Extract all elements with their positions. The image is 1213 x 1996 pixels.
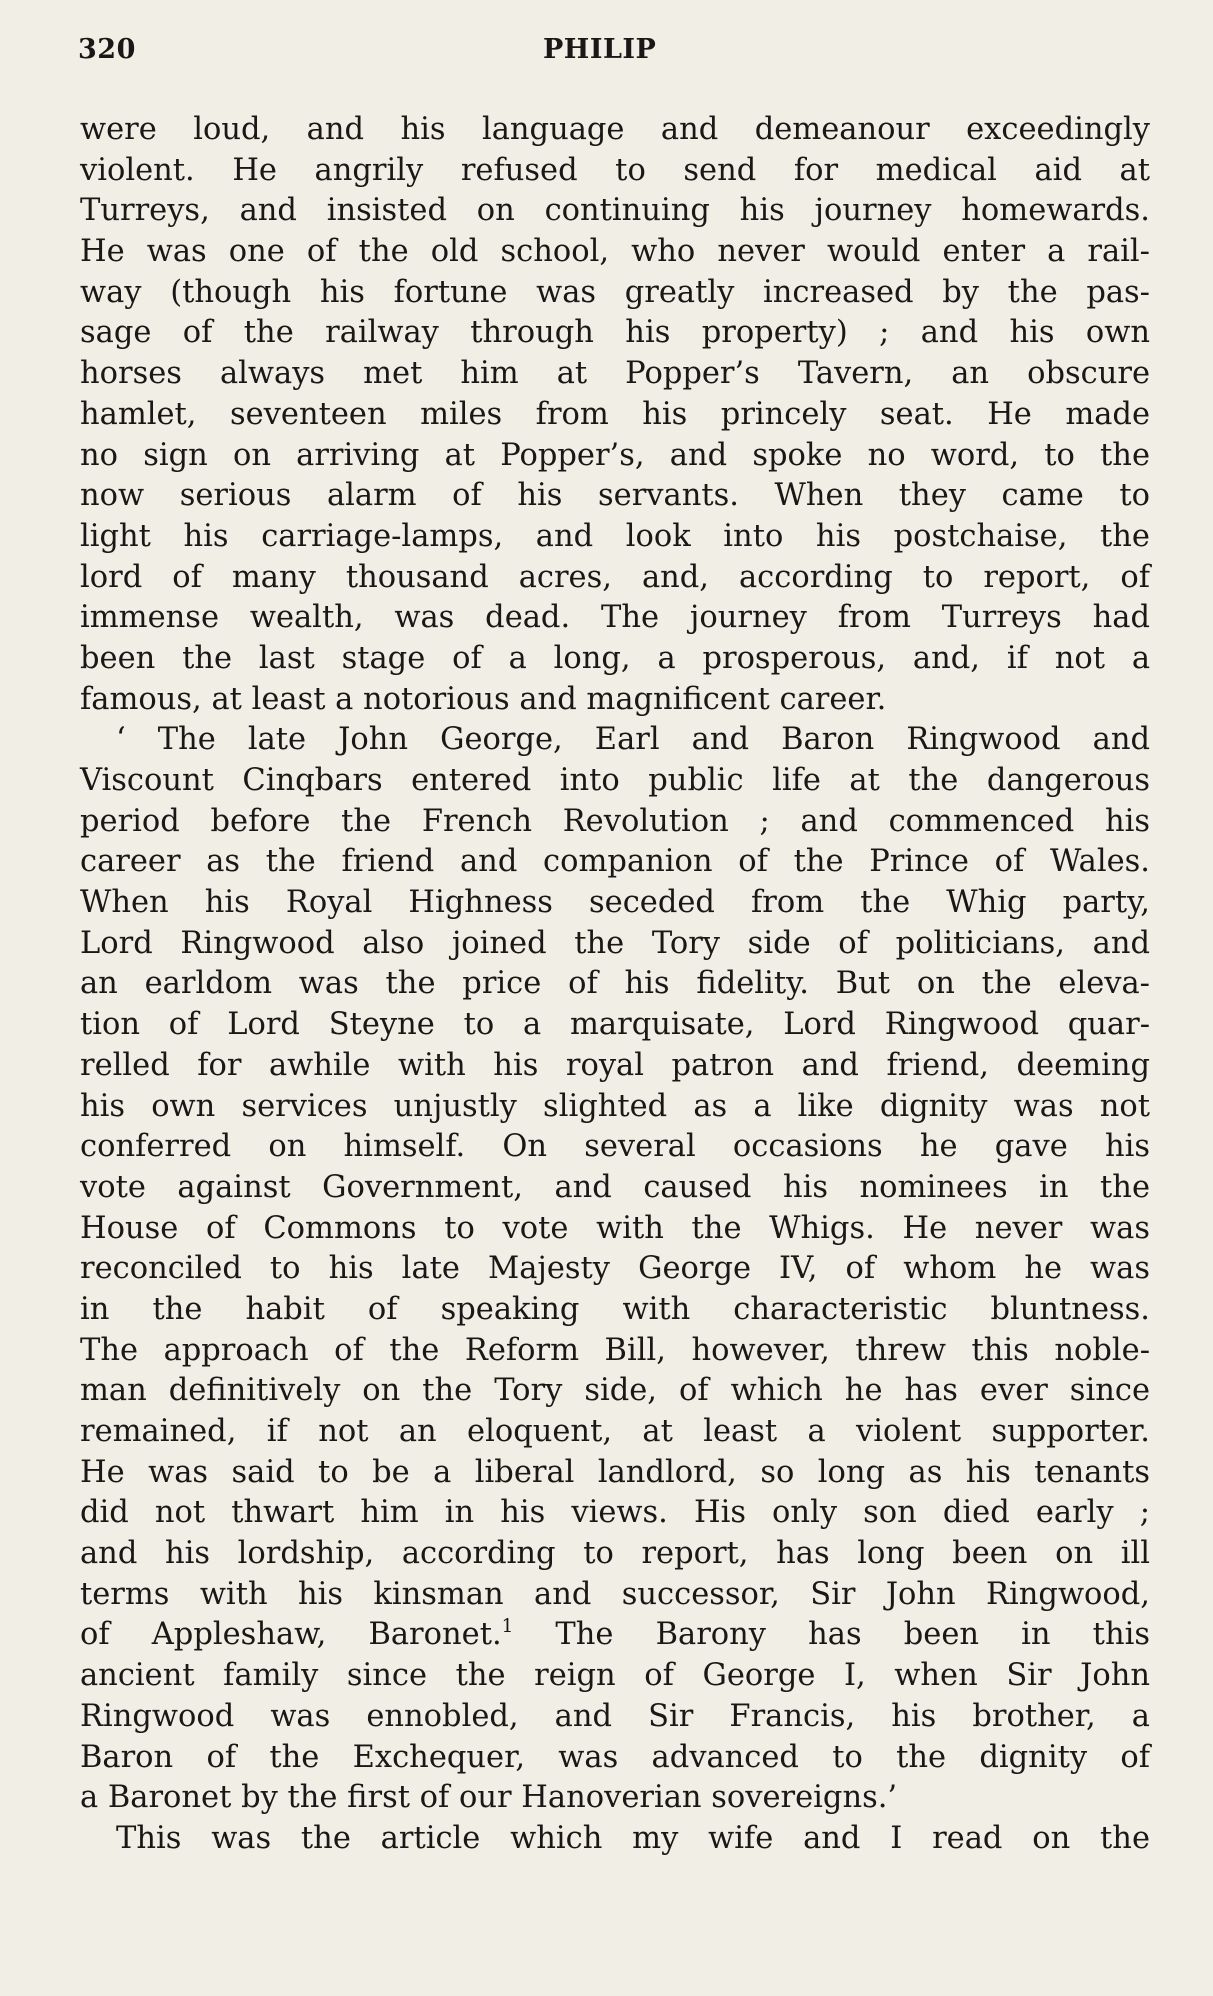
body-text xyxy=(80,110,1150,1860)
text-line: He was one of the old school, who never would enter a rail- xyxy=(80,234,1150,270)
text-line: violent. He angrily refused to send for medical aid at xyxy=(80,152,1150,188)
text-line: Ringwood was ennobled, and Sir Francis, his brother, a xyxy=(80,1698,1150,1734)
running-head xyxy=(78,34,1154,74)
text-line: no sign on arriving at Popper’s, and spoke no word, to the xyxy=(80,437,1150,473)
text-line: hamlet, seventeen miles from his princely seat. He made xyxy=(80,396,1150,432)
text-line: reconciled to his late Majesty George IV, of whom he was xyxy=(80,1251,1150,1287)
text-line: light his carriage-lamps, and look into his postchaise, the xyxy=(80,518,1150,554)
footnote-marker: 1 xyxy=(501,1616,514,1638)
text-line: vote against Government, and caused his nominees in the xyxy=(80,1169,1150,1205)
text-line: and his lordship, according to report, has long been on ill xyxy=(80,1536,1150,1572)
text-line: were loud, and his language and demeanour exceedingly xyxy=(80,112,1150,147)
text-line: He was said to be a liberal landlord, so long as his tenants xyxy=(80,1454,1150,1490)
text-line: remained, if not an eloquent, at least a violent supporter. xyxy=(80,1414,1150,1449)
text-line: House of Commons to vote with the Whigs. He never was xyxy=(80,1210,1150,1246)
footnote-text-before: of Appleshaw, Baronet. xyxy=(80,1617,502,1653)
text-line: his own services unjustly slighted as a like dignity was not xyxy=(80,1088,1150,1124)
page-number: 320 xyxy=(78,34,136,65)
text-line: horses always met him at Popper’s Tavern, an obscure xyxy=(80,356,1150,392)
text-line: ancient family since the reign of George I, when Sir John xyxy=(80,1658,1150,1694)
text-line: immense wealth, was dead. The journey from Turreys had xyxy=(80,600,1150,636)
text-line: The approach of the Reform Bill, however, threw this noble- xyxy=(80,1332,1150,1368)
text-line: relled for awhile with his royal patron and friend, deeming xyxy=(80,1047,1150,1083)
paragraph-start-line: This was the article which my wife and I read on the xyxy=(116,1820,1150,1856)
text-line: terms with his kinsman and successor, Sir John Ringwood, xyxy=(80,1576,1150,1612)
text-line: an earldom was the price of his fidelity. But on the eleva- xyxy=(80,966,1150,1002)
paragraph-start-line: ‘ The late John George, Earl and Baron Ringwood and xyxy=(116,722,1150,758)
footnote-line xyxy=(80,1615,1150,1656)
text-line: been the last stage of a long, a prosperous, and, if not a xyxy=(80,640,1150,676)
text-line: lord of many thousand acres, and, according to report, of xyxy=(80,559,1150,595)
text-line: Lord Ringwood also joined the Tory side of politicians, and xyxy=(80,925,1150,961)
paragraph-end-line: famous, at least a notorious and magnificent career. xyxy=(80,681,887,717)
text-line: When his Royal Highness seceded from the Whig party, xyxy=(80,885,1150,921)
footnote-text-after: The Barony has been in this xyxy=(513,1617,1150,1653)
text-line: way (though his fortune was greatly increased by the pas- xyxy=(80,274,1150,310)
text-line: did not thwart him in his views. His only son died early ; xyxy=(80,1495,1150,1531)
text-line: in the habit of speaking with characteristic bluntness. xyxy=(80,1291,1150,1327)
text-line: now serious alarm of his servants. When they came to xyxy=(80,478,1150,514)
text-line: Baron of the Exchequer, was advanced to the dignity of xyxy=(80,1739,1150,1775)
text-line: conferred on himself. On several occasions he gave his xyxy=(80,1129,1150,1165)
text-line: period before the French Revolution ; and commenced his xyxy=(80,803,1150,839)
text-line: man definitively on the Tory side, of which he has ever since xyxy=(80,1373,1150,1409)
paragraph-end-line: a Baronet by the first of our Hanoverian sovereigns.’ xyxy=(80,1780,898,1816)
text-line: sage of the railway through his property) ; and his own xyxy=(80,315,1150,351)
text-line: Viscount Cinqbars entered into public life at the dangerous xyxy=(80,763,1150,798)
book-title: PHILIP xyxy=(543,34,657,65)
text-line: tion of Lord Steyne to a marquisate, Lord Ringwood quar- xyxy=(80,1007,1150,1043)
text-line: career as the friend and companion of the Prince of Wales. xyxy=(80,844,1150,880)
text-line: Turreys, and insisted on continuing his journey homewards. xyxy=(80,193,1150,229)
